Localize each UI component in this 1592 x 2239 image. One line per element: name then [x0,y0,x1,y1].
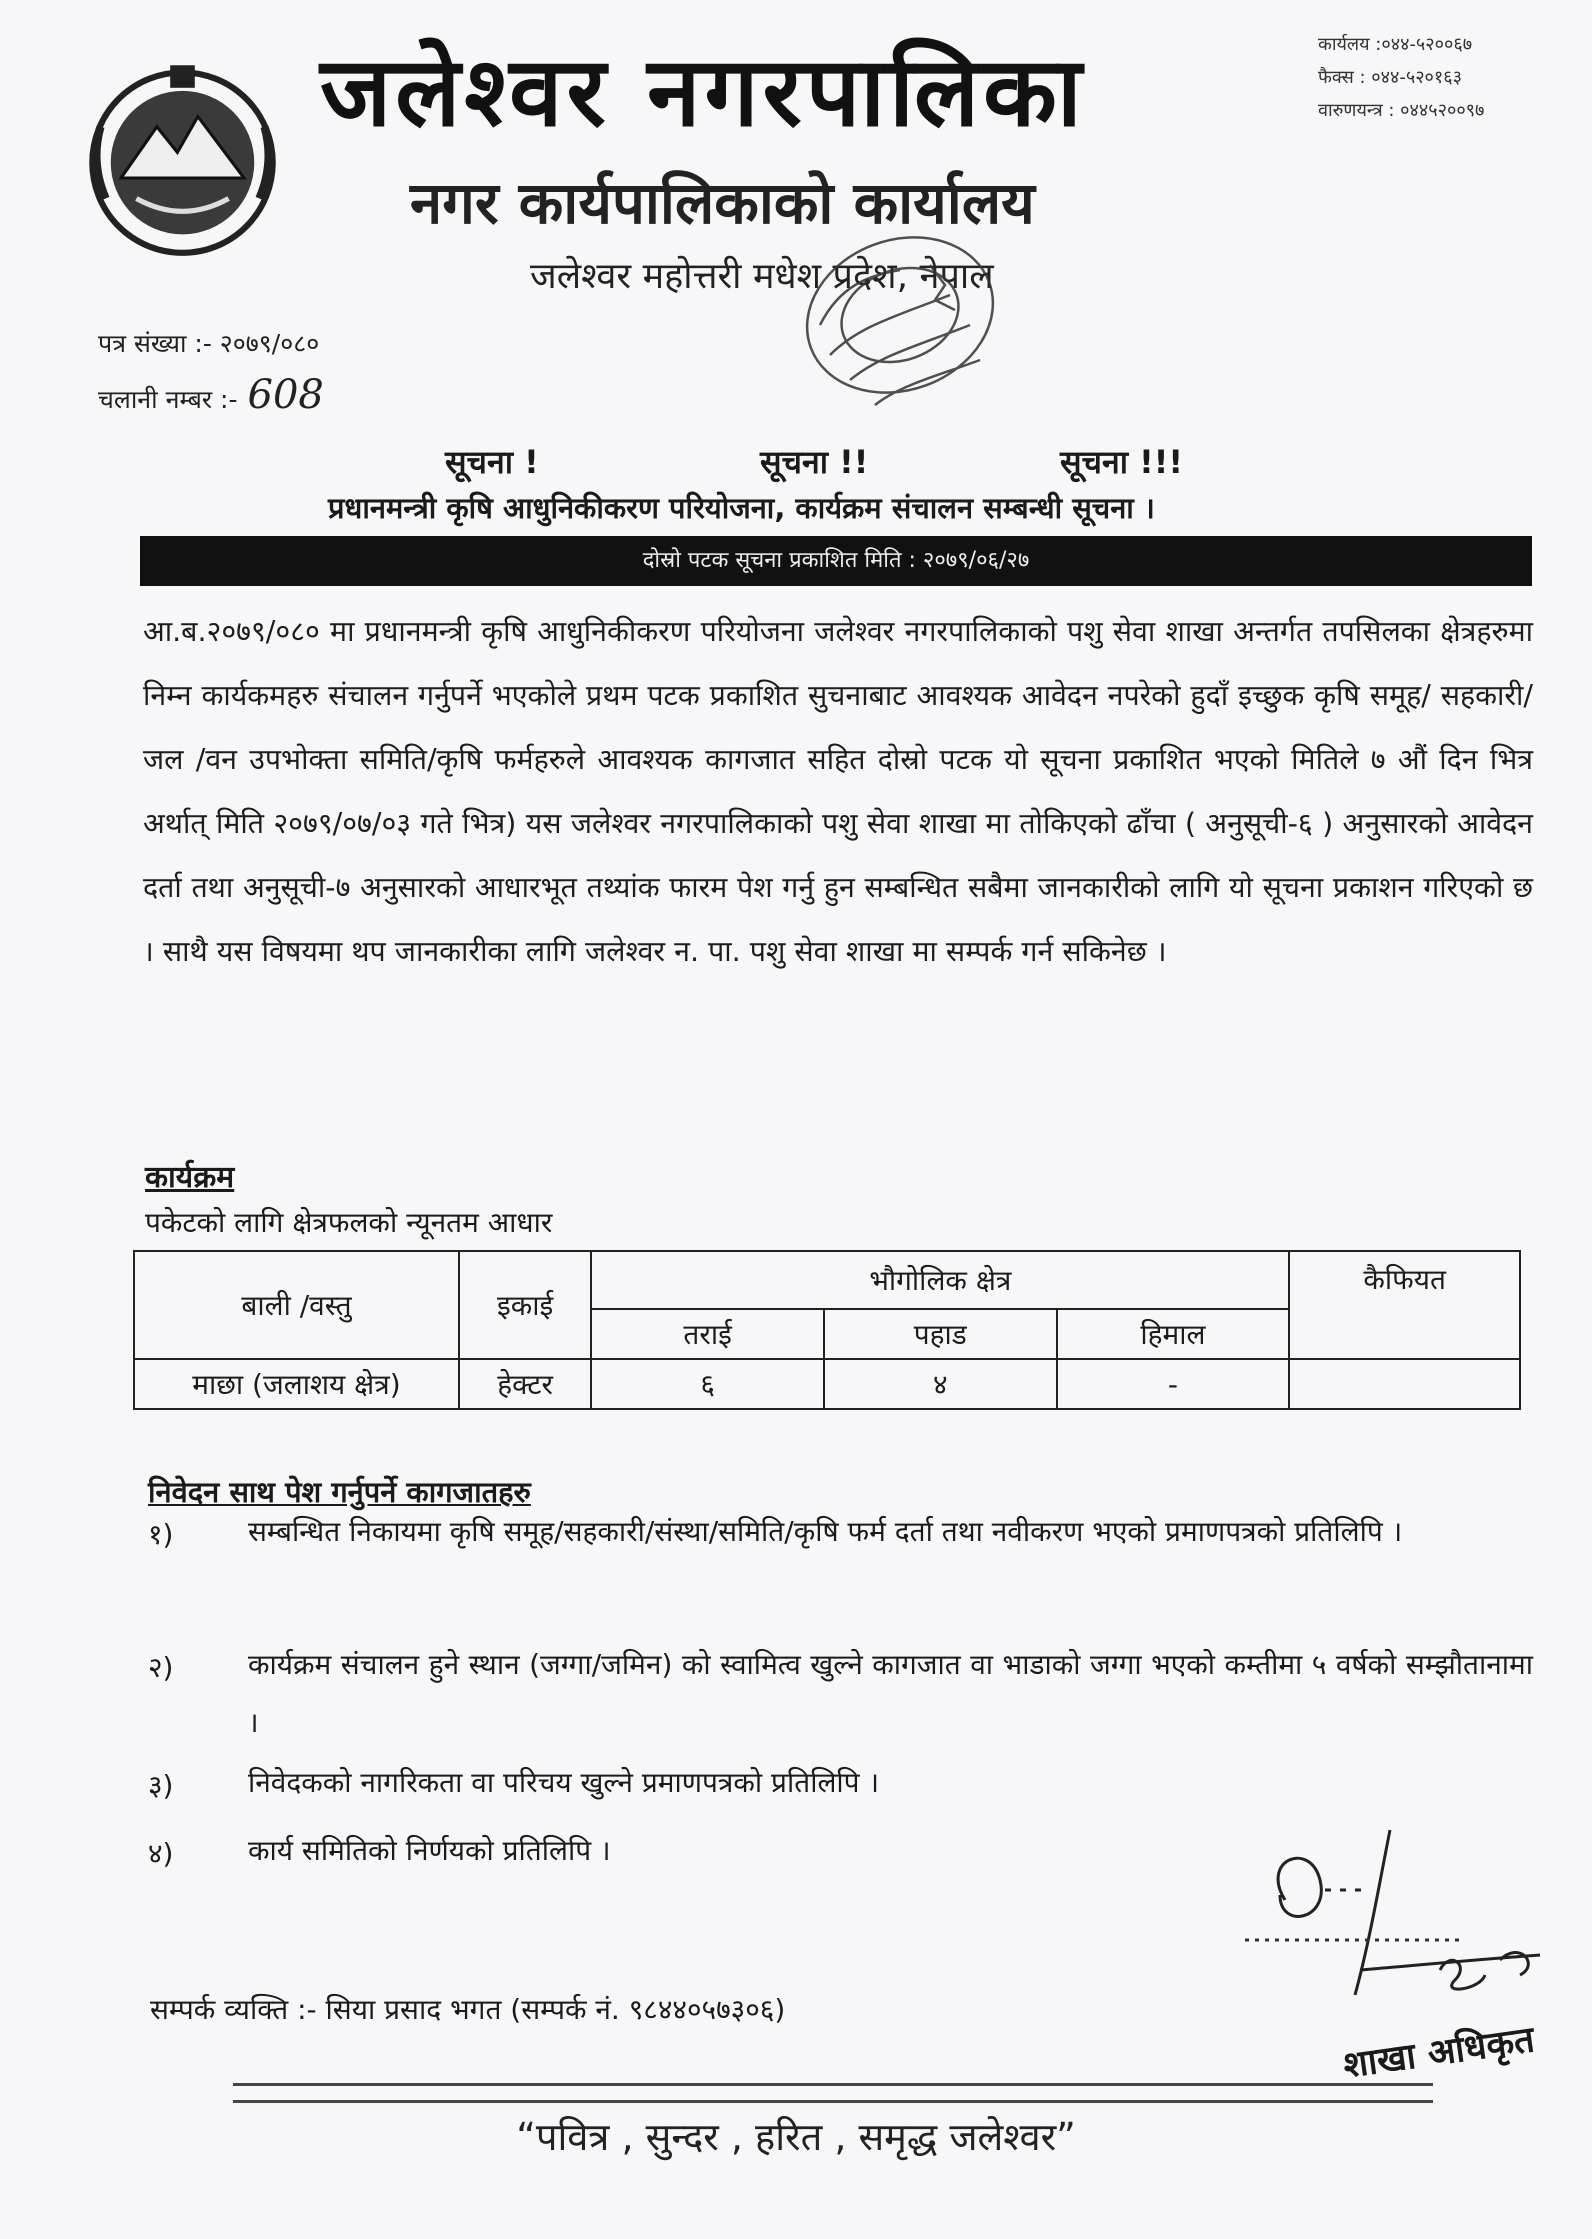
header-hill: पहाड [824,1309,1057,1359]
area-requirement-table [133,1250,1521,1410]
notice-word-1: सूचना ! [445,443,539,481]
area-basis-label: पकेटको लागि क्षेत्रफलको न्यूनतम आधार [145,1206,553,1239]
office-phone: कार्यलय :०४४-५२००६७ [1318,34,1473,55]
doc-item-text: कार्यक्रम संचालन हुने स्थान (जग्गा/जमिन) को स्वामित्व खुल्ने कागजात वा भाडाको जग्गा भएको कम्तीमा ५ वर्षको सम्झौतानामा । [248,1648,1533,1739]
hotline-number: वारुणयन्त्र : ०४४५२००९७ [1318,100,1485,121]
header-unit: इकाई [459,1251,591,1359]
doc-item-number: १) [148,1518,174,1551]
doc-item-text: कार्य समितिको निर्णयको प्रतिलिपि । [248,1834,611,1867]
cell-hill: ४ [824,1359,1057,1409]
nepal-emblem-icon [80,55,285,260]
contact-numbers [1318,28,1578,127]
cell-himal: - [1057,1359,1290,1409]
official-stamp [780,215,1025,435]
header-crop: बाली /वस्तु [134,1251,459,1359]
notice-word-3: सूचना !!! [1060,443,1183,481]
signatory-title: शाखा अधिकृत [1340,2019,1537,2087]
notice-heading: प्रधानमन्त्री कृषि आधुनिकीकरण परियोजना, कार्यक्रम संचालन सम्बन्धी सूचना । [328,491,1155,525]
dispatch-value: 608 [247,372,324,418]
letter-number: पत्र संख्या :- २०७९/०८० [98,329,320,358]
doc-item-number: ४) [148,1837,174,1870]
table-row [134,1359,1520,1409]
doc-item-number: ३) [148,1769,174,1802]
cell-unit: हेक्टर [459,1359,591,1409]
fax-number: फैक्स : ०४४-५२०१६३ [1318,67,1462,88]
publish-date-banner: दोस्रो पटक सूचना प्रकाशित मिति : २०७९/०६/२७ [140,536,1532,586]
doc-item-text: निवेदकको नागरिकता वा परिचय खुल्ने प्रमाणपत्रको प्रतिलिपि । [248,1766,880,1799]
office-address: जलेश्वर महोत्तरी मधेश प्रदेश, नेपाल [530,256,994,297]
office-title: जलेश्वर नगरपालिका [320,36,1086,148]
header-himal: हिमाल [1057,1309,1290,1359]
program-label: कार्यक्रम [145,1160,235,1195]
cell-remarks [1289,1359,1520,1409]
dispatch-label: चलानी नम्बर :- [98,385,238,414]
cell-terai: ६ [591,1359,824,1409]
doc-item-number: २) [148,1651,174,1684]
documents-label: निवेदन साथ पेश गर्नुपर्ने कागजातहरु [148,1475,531,1509]
doc-item-text: सम्बन्धित निकायमा कृषि समूह/सहकारी/संस्था/समिति/कृषि फर्म दर्ता तथा नवीकरण भएको प्रमाणपत्रको प्रतिलिपि । [248,1515,1403,1548]
header-remarks: कैफियत [1289,1251,1520,1359]
notice-word-2: सूचना !! [760,443,869,481]
contact-person: सम्पर्क व्यक्ति :- सिया प्रसाद भगत (सम्पर्क नं. ९८४४०५७३०६) [150,1993,786,2026]
footer-motto: “पवित्र , सुन्दर , हरित , समृद्ध जलेश्वर” [516,2115,1076,2159]
office-subtitle: नगर कार्यपालिकाको कार्यालय [410,169,1035,237]
header-terai: तराई [591,1309,824,1359]
notice-body: आ.ब.२०७९/०८० मा प्रधानमन्त्री कृषि आधुनिकीकरण परियोजना जलेश्वर नगरपालिकाको पशु सेवा शाखा अन्तर्गत तपसिलका क्षेत्रहरुमा निम्न कार्यकमहरु संचालन गर्नुपर्ने भएकोले प्रथम पटक प्रकाशित सुचनाबाट आवश्यक आवेदन नपरेको हुदाँ इच्छुक कृषि समूह/ सहकारी/ जल /वन उपभोक्ता समिति/कृषि फर्महरुले आवश्यक कागजात सहित दोस्रो पटक यो सूचना प्रकाशित भएको मितिले ७ औं दिन भित्र अर्थात् मिति २०७९/०७/०३ गते भित्र) यस जलेश्वर नगरपालिकाको पशु सेवा शाखा मा तोकिएको ढाँचा ( अनुसूची-६ ) अनुसारको आवेदन दर्ता तथा अनुसूची-७ अनुसारको आधारभूत तथ्यांक फारम पेश गर्नु हुन सम्बन्धित सबैमा जानकारीको लागि यो सूचना प्रकाशन गरिएको छ । साथै यस विषयमा थप जानकारीका लागि जलेश्वर न. पा. पशु सेवा शाखा मा सम्पर्क गर्न सकिनेछ । [143,615,1533,968]
dispatch-number [98,372,324,418]
footer-divider [233,2083,1433,2103]
cell-crop: माछा (जलाशय क्षेत्र) [134,1359,459,1409]
header-geography: भौगोलिक क्षेत्र [591,1251,1289,1309]
